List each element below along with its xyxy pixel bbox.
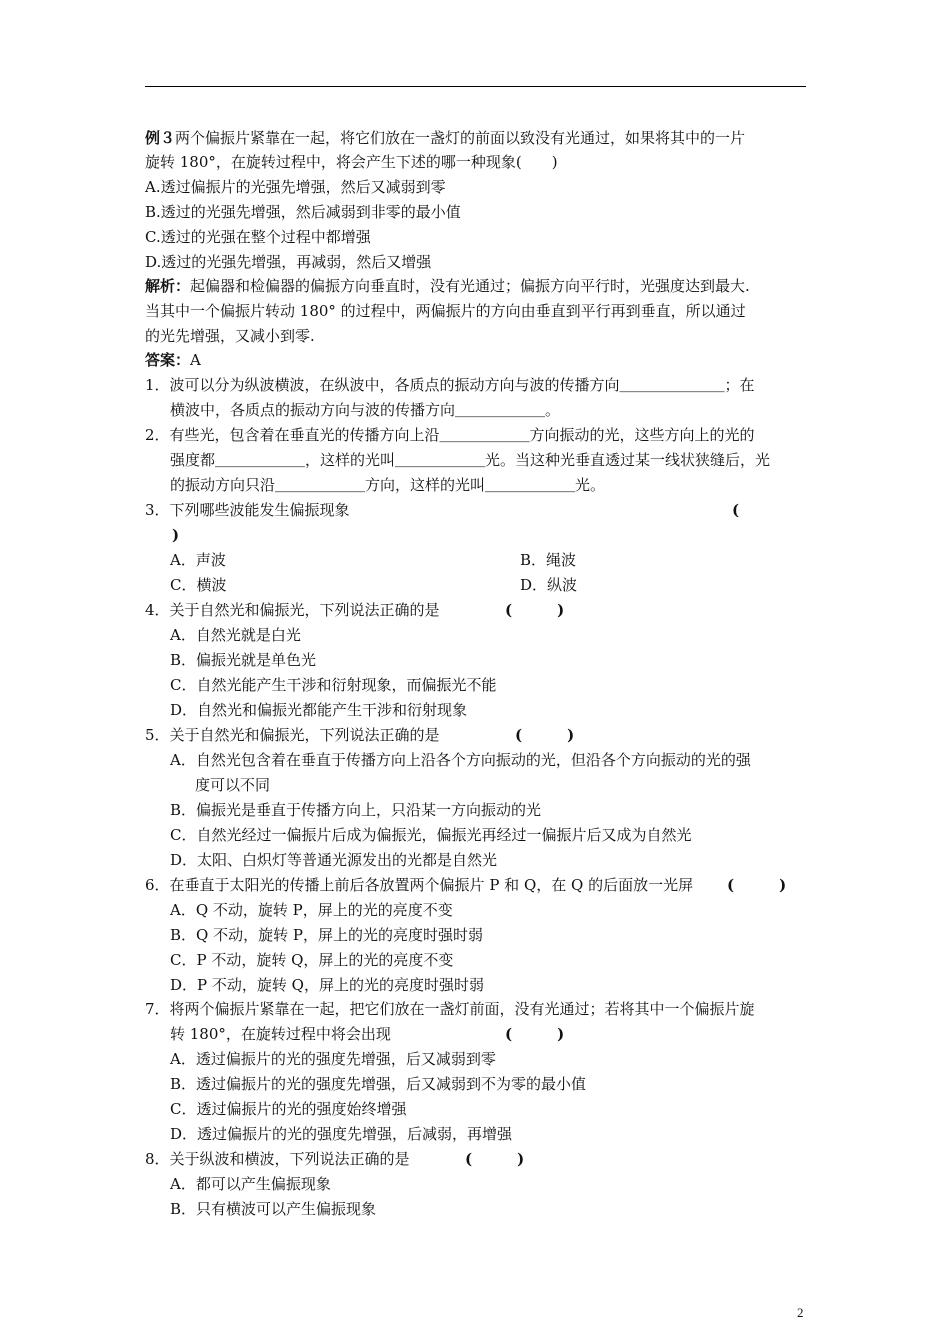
example-label: 例３ <box>145 129 176 147</box>
q5-stem: 5．关于自然光和偏振光，下列说法正确的是 <box>145 726 440 744</box>
example-option-b: B.透过的光强先增强，然后减弱到非零的最小值 <box>145 203 461 221</box>
q7-line-2: 转 180°，在旋转过程中将会出现 <box>170 1025 391 1043</box>
q8-stem: 8．关于纵波和横波，下列说法正确的是 <box>145 1150 410 1168</box>
q3-option-b: B．绳波 <box>520 551 577 569</box>
q6-paren: ( ) <box>727 876 787 894</box>
q4-option-c: C．自然光能产生干涉和衍射现象，而偏振光不能 <box>170 676 497 694</box>
example-option-a: A.透过偏振片的光强先增强，然后又减弱到零 <box>145 178 446 196</box>
analysis-label: 解析： <box>145 277 191 295</box>
q3-paren-open: ( <box>732 501 740 519</box>
q4-option-d: D．自然光和偏振光都能产生干涉和衍射现象 <box>170 701 468 719</box>
answer-line <box>145 350 201 370</box>
q8-option-b: B．只有横波可以产生偏振现象 <box>170 1200 377 1218</box>
q7-paren: ( ) <box>505 1025 565 1043</box>
q4-option-b: B．偏振光就是单色光 <box>170 651 317 669</box>
q7-option-c: C．透过偏振片的光的强度始终增强 <box>170 1100 407 1118</box>
q8-option-a: A．都可以产生偏振现象 <box>170 1175 331 1193</box>
q5-paren: ( ) <box>515 726 575 744</box>
q4-stem: 4．关于自然光和偏振光，下列说法正确的是 <box>145 601 440 619</box>
analysis-line-2: 当其中一个偏振片转动 180° 的过程中，两偏振片的方向由垂直到平行再到垂直，所以通过 <box>145 302 746 320</box>
q4-option-a: A．自然光就是白光 <box>170 626 301 644</box>
page-number: 2 <box>797 1305 804 1320</box>
q2-line-2: 强度都＿＿＿＿＿＿，这样的光叫＿＿＿＿＿＿光。当这种光垂直透过某一线状狭缝后，光 <box>170 451 771 469</box>
q4-paren: ( ) <box>505 601 565 619</box>
q3-option-d: D．纵波 <box>520 576 578 594</box>
q6-option-d: D．P 不动，旋转 Q，屏上的光的亮度时强时弱 <box>170 976 484 994</box>
example-option-c: C.透过的光强在整个过程中都增强 <box>145 228 371 246</box>
q5-option-d: D．太阳、白炽灯等普通光源发出的光都是自然光 <box>170 851 498 869</box>
answer-label: 答案： <box>145 351 191 369</box>
q5-option-a-line-2: 度可以不同 <box>195 776 271 794</box>
q6-option-c: C．P 不动，旋转 Q，屏上的光的亮度不变 <box>170 951 454 969</box>
q2-line-3: 的振动方向只沿＿＿＿＿＿＿方向，这样的光叫＿＿＿＿＿＿光。 <box>170 476 606 494</box>
q3-option-a: A．声波 <box>170 551 226 569</box>
q3-option-c: C．横波 <box>170 576 227 594</box>
q7-line-1: 7．将两个偏振片紧靠在一起，把它们放在一盏灯前面，没有光通过；若将其中一个偏振片旋 <box>145 1000 755 1018</box>
q8-paren: ( ) <box>465 1150 525 1168</box>
q1-line-1: 1．波可以分为纵波横波，在纵波中，各质点的振动方向与波的传播方向＿＿＿＿＿＿＿；在 <box>145 376 755 394</box>
answer-value: A <box>190 351 201 369</box>
q7-option-b: B．透过偏振片的光的强度先增强，后又减弱到不为零的最小值 <box>170 1075 587 1093</box>
analysis-line-1: 解析：起偏器和检偏器的偏振方向垂直时，没有光通过；偏振方向平行时，光强度达到最大. <box>145 277 750 295</box>
q6-option-a: A．Q 不动，旋转 P，屏上的光的亮度不变 <box>170 901 453 919</box>
example-option-d: D.透过的光强先增强，再减弱，然后又增强 <box>145 253 432 271</box>
analysis-line-3: 的光先增强，又减小到零. <box>145 327 315 345</box>
example-line-1: 例３两个偏振片紧靠在一起，将它们放在一盏灯的前面以致没有光通过，如果将其中的一片 <box>145 129 746 147</box>
q3-stem: 3．下列哪些波能发生偏振现象 <box>145 501 350 519</box>
q5-option-a-line-1: A．自然光包含着在垂直于传播方向上沿各个方向振动的光，但沿各个方向振动的光的强 <box>170 751 751 769</box>
q7-option-d: D．透过偏振片的光的强度先增强，后减弱，再增强 <box>170 1125 513 1143</box>
q3-paren-close: ) <box>172 526 180 544</box>
q6-stem: 6．在垂直于太阳光的传播上前后各放置两个偏振片 P 和 Q，在 Q 的后面放一光屏 <box>145 876 694 894</box>
q5-option-c: C．自然光经过一偏振片后成为偏振光，偏振光再经过一偏振片后又成为自然光 <box>170 826 692 844</box>
q1-line-2: 横波中，各质点的振动方向与波的传播方向＿＿＿＿＿＿。 <box>170 401 561 419</box>
example-line-2: 旋转 180°，在旋转过程中，将会产生下述的哪一种现象( ) <box>145 153 558 171</box>
q6-option-b: B．Q 不动，旋转 P，屏上的光的亮度时强时弱 <box>170 926 483 944</box>
header-rule <box>145 86 806 87</box>
q2-line-1: 2．有些光，包含着在垂直光的传播方向上沿＿＿＿＿＿＿方向振动的光，这些方向上的光的 <box>145 426 755 444</box>
q7-option-a: A．透过偏振片的光的强度先增强，后又减弱到零 <box>170 1050 496 1068</box>
q5-option-b: B．偏振光是垂直于传播方向上，只沿某一方向振动的光 <box>170 801 542 819</box>
